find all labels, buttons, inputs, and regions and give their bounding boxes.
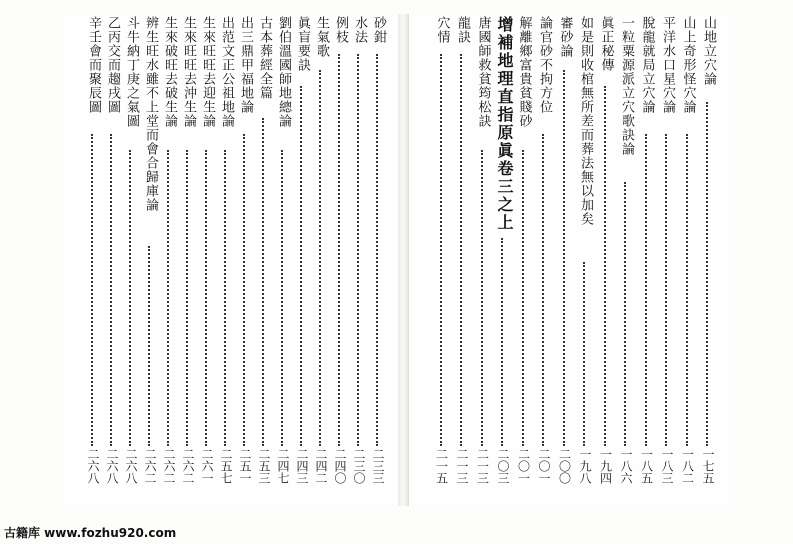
toc-entry-title: 龍訣 [455, 16, 470, 44]
toc-entry [351, 16, 367, 504]
toc-leader-dots [91, 134, 93, 446]
toc-entry [557, 16, 573, 504]
toc-entry-title: 山上奇形怪穴論 [680, 16, 696, 114]
toc-entry [639, 16, 655, 504]
toc-entry [104, 16, 120, 504]
toc-entry-title: 古本葬經全篇 [257, 16, 272, 100]
toc-leader-dots [262, 118, 264, 446]
toc-entry [659, 16, 675, 504]
toc-page-number: 二〇一 [537, 448, 551, 484]
toc-entry [123, 16, 139, 504]
toc-page-number: 二六八 [124, 448, 138, 484]
toc-entry-title: 出范文正公祖地論 [219, 16, 234, 128]
toc-entry-title: 脫龍就局立穴論 [639, 16, 655, 114]
toc-page-number: 二四七 [276, 448, 290, 484]
toc-entry-title: 乙丙交而趨戌圖 [105, 16, 120, 114]
toc-entry [237, 16, 253, 504]
toc-leader-dots [583, 262, 585, 446]
toc-entry-title: 生來旺旺去沖生論 [181, 16, 196, 128]
toc-page-number: 二六一 [200, 448, 214, 484]
toc-page-number: 二五一 [238, 448, 252, 484]
toc-entry [218, 16, 234, 504]
toc-entry-title: 例枝 [333, 16, 348, 44]
toc-entry-title: 辛壬會而聚辰圖 [86, 16, 101, 114]
toc-entry [598, 16, 614, 504]
toc-leader-dots [563, 70, 565, 446]
toc-leader-dots [665, 134, 667, 446]
toc-page-number: 二六二 [181, 448, 195, 484]
toc-entry [577, 16, 593, 504]
toc-entry-title: 增補地理直指原眞卷三之上 [495, 16, 514, 232]
toc-leader-dots [281, 150, 283, 446]
toc-page-number: 二四三 [295, 448, 309, 484]
toc-page-number: 二四〇 [333, 448, 347, 484]
toc-entry [85, 16, 101, 504]
toc-page-number: 二三三 [371, 448, 385, 484]
toc-entry [618, 16, 634, 504]
toc-leader-dots [338, 54, 340, 446]
toc-entry [313, 16, 329, 504]
toc-entry [199, 16, 215, 504]
toc-heading [495, 16, 513, 504]
toc-leader-dots [376, 54, 378, 446]
toc-entry-title: 解離鄉富貴貧賤砂 [516, 16, 532, 128]
toc-page-number: 二五七 [219, 448, 233, 484]
toc-entry-title: 山地立穴論 [701, 16, 716, 86]
toc-page-number: 二一三 [455, 448, 469, 484]
toc-entry-title: 論官砂不拘方位 [537, 16, 552, 114]
toc-page-number: 二六八 [105, 448, 119, 484]
toc-page-number: 二五三 [257, 448, 271, 484]
toc-entry-title: 如是則收棺無所差而葬法無以加矣 [578, 16, 593, 226]
toc-entry-title: 劉伯溫國師地總論 [276, 16, 291, 128]
toc-page-number: 一九四 [598, 448, 613, 484]
toc-leader-dots [645, 134, 647, 446]
toc-leader-dots [167, 150, 169, 446]
toc-page-number: 一八六 [619, 448, 633, 484]
toc-leader-dots [110, 134, 112, 446]
toc-entry [142, 16, 158, 504]
toc-entry [275, 16, 291, 504]
toc-leader-dots [186, 150, 188, 446]
toc-entry [516, 16, 532, 504]
footer-watermark: 古籍库 www.fozhu920.com [4, 526, 177, 540]
toc-entry-title: 生氣歌 [314, 16, 329, 58]
toc-entry [294, 16, 310, 504]
toc-entry-title: 一粒粟源派立穴歌訣論 [619, 16, 634, 156]
toc-leader-dots [501, 238, 503, 446]
toc-entry-title: 穴情 [434, 16, 450, 44]
toc-page-number: 二六二 [162, 448, 176, 484]
toc-leader-dots [319, 70, 321, 446]
toc-leader-dots [624, 182, 626, 446]
toc-entry [332, 16, 348, 504]
toc-page-number: 二一三 [475, 448, 490, 484]
toc-leader-dots [300, 86, 302, 446]
toc-page-number: 二三〇 [352, 448, 366, 484]
toc-page-number: 一八五 [639, 448, 654, 484]
toc-entry-title: 辨生旺水雖不上堂而會合歸庫論 [143, 16, 158, 212]
toc-entry-title: 斗牛納丁庚之氣圖 [124, 16, 139, 128]
toc-leader-dots [357, 54, 359, 446]
toc-entry [454, 16, 470, 504]
toc-entry [434, 16, 450, 504]
toc-page-number: 一八二 [680, 448, 695, 484]
toc-page-number: 二六二 [143, 448, 157, 484]
toc-entry-title: 出三鼎甲福地論 [238, 16, 253, 114]
toc-page-number: 二六八 [86, 448, 100, 484]
toc-page-number: 二〇三 [496, 448, 510, 484]
toc-leader-dots [224, 150, 226, 446]
toc-page-number: 一九八 [578, 448, 592, 484]
toc-entry-title: 審砂論 [557, 16, 573, 58]
toc-entry [475, 16, 491, 504]
toc-leader-dots [460, 54, 462, 446]
toc-leader-dots [129, 150, 131, 446]
toc-leader-dots [604, 86, 606, 446]
toc-leader-dots [706, 102, 708, 446]
toc-entry [161, 16, 177, 504]
toc-entry [256, 16, 272, 504]
toc-page-number: 二〇一 [516, 448, 531, 484]
toc-entry-title: 砂鉗 [371, 16, 386, 44]
toc-leader-dots [148, 246, 150, 446]
toc-page-number: 二一五 [434, 448, 449, 484]
toc-leader-dots [686, 134, 688, 446]
toc-entry [180, 16, 196, 504]
toc-page-number: 一八三 [660, 448, 674, 484]
toc-leader-dots [481, 150, 483, 446]
toc-page-number: 二〇〇 [557, 448, 572, 484]
book-gutter [398, 14, 408, 506]
toc-page-number: 一七五 [701, 448, 715, 484]
toc-entry-title: 水法 [352, 16, 367, 44]
toc-entry-title: 眞正秘傳 [598, 16, 614, 72]
toc-entry-title: 眞盲要訣 [295, 16, 310, 72]
toc-leader-dots [440, 54, 442, 446]
toc-leader-dots [542, 134, 544, 446]
toc-leader-dots [205, 150, 207, 446]
toc-entry [700, 16, 716, 504]
toc-entry [536, 16, 552, 504]
toc-entry [680, 16, 696, 504]
toc-entry [370, 16, 386, 504]
toc-entry-title: 平洋水口星穴論 [660, 16, 675, 114]
toc-leader-dots [243, 134, 245, 446]
toc-leader-dots [522, 150, 524, 446]
toc-entry-title: 唐國師救貧筠松訣 [475, 16, 491, 128]
toc-page-number: 二四二 [314, 448, 328, 484]
toc-entry-title: 生來旺旺去迎生論 [200, 16, 215, 128]
toc-entry-title: 生來破旺去破生論 [162, 16, 177, 128]
